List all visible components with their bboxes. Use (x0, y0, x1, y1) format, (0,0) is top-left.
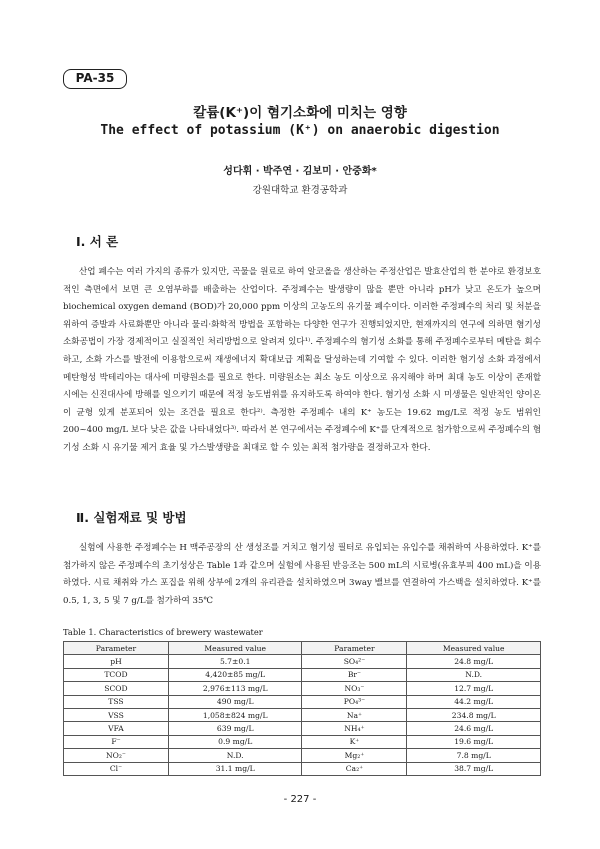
table-cell: 5.7±0.1 (168, 655, 302, 668)
table-cell: 19.6 mg/L (407, 735, 541, 748)
table-cell: SCOD (64, 682, 169, 695)
section-heading-methods: Ⅱ. 실험재료 및 방법 (76, 510, 187, 525)
table-cell: 38.7 mg/L (407, 762, 541, 775)
table-cell: 234.8 mg/L (407, 708, 541, 721)
table-cell: VFA (64, 722, 169, 735)
table-cell: 12.7 mg/L (407, 682, 541, 695)
column-header: Parameter (302, 642, 407, 655)
page-number: - 227 - (283, 794, 317, 805)
table-header-row (64, 642, 541, 655)
table-cell: 7.8 mg/L (407, 749, 541, 762)
table-cell: VSS (64, 708, 169, 721)
table-caption: Table 1. Characteristics of brewery wastewater (63, 627, 263, 637)
column-header: Measured value (168, 642, 302, 655)
table-row (64, 668, 541, 681)
table-row (64, 695, 541, 708)
table-row (64, 708, 541, 721)
table-cell: K⁺ (302, 735, 407, 748)
table-cell: TCOD (64, 668, 169, 681)
table-cell: PO₄³⁻ (302, 695, 407, 708)
table-row (64, 682, 541, 695)
column-header: Measured value (407, 642, 541, 655)
introduction-paragraph: 산업 폐수는 여러 가지의 종류가 있지만, 곡물을 원료로 하여 알코올을 생산하는 주정산업은 발효산업의 한 분야로 환경보호적인 측면에서 보면 큰 오염부하를 배출하는 산업이다. 주정폐수는 발생량이 많을 뿐만 아니라 pH가 낮고 온도가 높으며 biochemical oxygen demand (BOD)가 20,000 ppm 이상의 고농도의 유기물 폐수이다. 이러한 주정폐수의 처리 및 처분을 위하여 증발과 사료화뿐만 아니라 물리·화학적 방법을 포함하는 다양한 연구가 진행되었지만, 현재까지의 연구에 의하면 혐기성 소화공법이 가장 경제적이고 실질적인 처리방법으로 알려져 있다¹⁾. 주정폐수의 혐기성 소화를 통해 주정폐수로부터 메탄을 회수하고, 소화 가스를 발전에 이용함으로써 재생에너지 확대보급 계획을 달성하는데 기여할 수 있다. 이러한 혐기성 소화 과정에서 메탄형성 박테리아는 대사에 미량원소를 필요로 한다. 미량원소는 최소 농도 이상으로 유지해야 하며 최대 농도 이상이 존재할 시에는 신진대사에 방해를 일으키기 때문에 적정 농도범위를 유지하도록 하여야 한다. 혐기성 소화 시 미생물은 일반적인 양이온이 균형 있게 분포되어 있는 조건을 필요로 한다²⁾. 측정한 주정폐수 내의 K⁺ 농도는 19.62 mg/L로 적정 농도 범위인 200~400 mg/L 보다 낮은 값을 나타내었다³⁾. 따라서 본 연구에서는 주정폐수에 K⁺를 단계적으로 첨가함으로써 주정폐수의 혐기성 소화 시 유기물 제거 효율 및 가스발생량을 최대로 할 수 있는 최적 첨가량을 결정하고자 한다. (63, 267, 541, 453)
table-cell: NH₄⁺ (302, 722, 407, 735)
section-heading-introduction: Ⅰ. 서 론 (76, 234, 119, 249)
author-list: 성다휘 · 박주연 · 김보미 · 안중화* (223, 166, 377, 177)
table-cell: 24.6 mg/L (407, 722, 541, 735)
table-cell: 44.2 mg/L (407, 695, 541, 708)
title-english: The effect of potassium (K⁺) on anaerobic digestion (100, 123, 500, 138)
table-cell: pH (64, 655, 169, 668)
table-cell: SO₄²⁻ (302, 655, 407, 668)
table-cell: NO₂⁻ (64, 749, 169, 762)
table-cell: F⁻ (64, 735, 169, 748)
table-cell: N.D. (407, 668, 541, 681)
table-cell: Br⁻ (302, 668, 407, 681)
characteristics-table (63, 641, 541, 776)
table-row (64, 735, 541, 748)
table-row (64, 722, 541, 735)
table-cell: Mg₂⁺ (302, 749, 407, 762)
table-cell: 31.1 mg/L (168, 762, 302, 775)
table-row (64, 762, 541, 775)
table-cell: 1,058±824 mg/L (168, 708, 302, 721)
table-row (64, 655, 541, 668)
table-cell: 639 mg/L (168, 722, 302, 735)
affiliation: 강원대학교 환경공학과 (252, 185, 348, 196)
table-cell: Cl⁻ (64, 762, 169, 775)
table-cell: TSS (64, 695, 169, 708)
abstract-number-badge: PA-35 (63, 69, 127, 89)
table-cell: Na⁺ (302, 708, 407, 721)
table-cell: 24.8 mg/L (407, 655, 541, 668)
table-cell: 0.9 mg/L (168, 735, 302, 748)
table-cell: NO₃⁻ (302, 682, 407, 695)
table-cell: 2,976±113 mg/L (168, 682, 302, 695)
table-cell: N.D. (168, 749, 302, 762)
title-korean: 칼륨(K⁺)이 혐기소화에 미치는 영향 (193, 105, 407, 121)
table-cell: Ca₂⁺ (302, 762, 407, 775)
table-row (64, 749, 541, 762)
column-header: Parameter (64, 642, 169, 655)
table-cell: 490 mg/L (168, 695, 302, 708)
methods-paragraph: 실험에 사용한 주정폐수는 H 맥주공장의 산 생성조를 거치고 혐기성 필터로 유입되는 유입수를 채취하여 사용하였다. K⁺를 첨가하지 않은 주정폐수의 초기성상은 Table 1과 같으며 실험에 사용된 반응조는 500 mL의 시료병(유효부피 400 mL)을 이용하였다. 시료 채취와 가스 포집을 위해 상부에 2개의 유리관을 설치하였으며 3way 밸브를 연결하여 가스백을 설치하였다. K⁺를 0.5, 1, 3, 5 및 7 g/L를 첨가하여 35℃ (63, 543, 541, 606)
table-cell: 4,420±85 mg/L (168, 668, 302, 681)
